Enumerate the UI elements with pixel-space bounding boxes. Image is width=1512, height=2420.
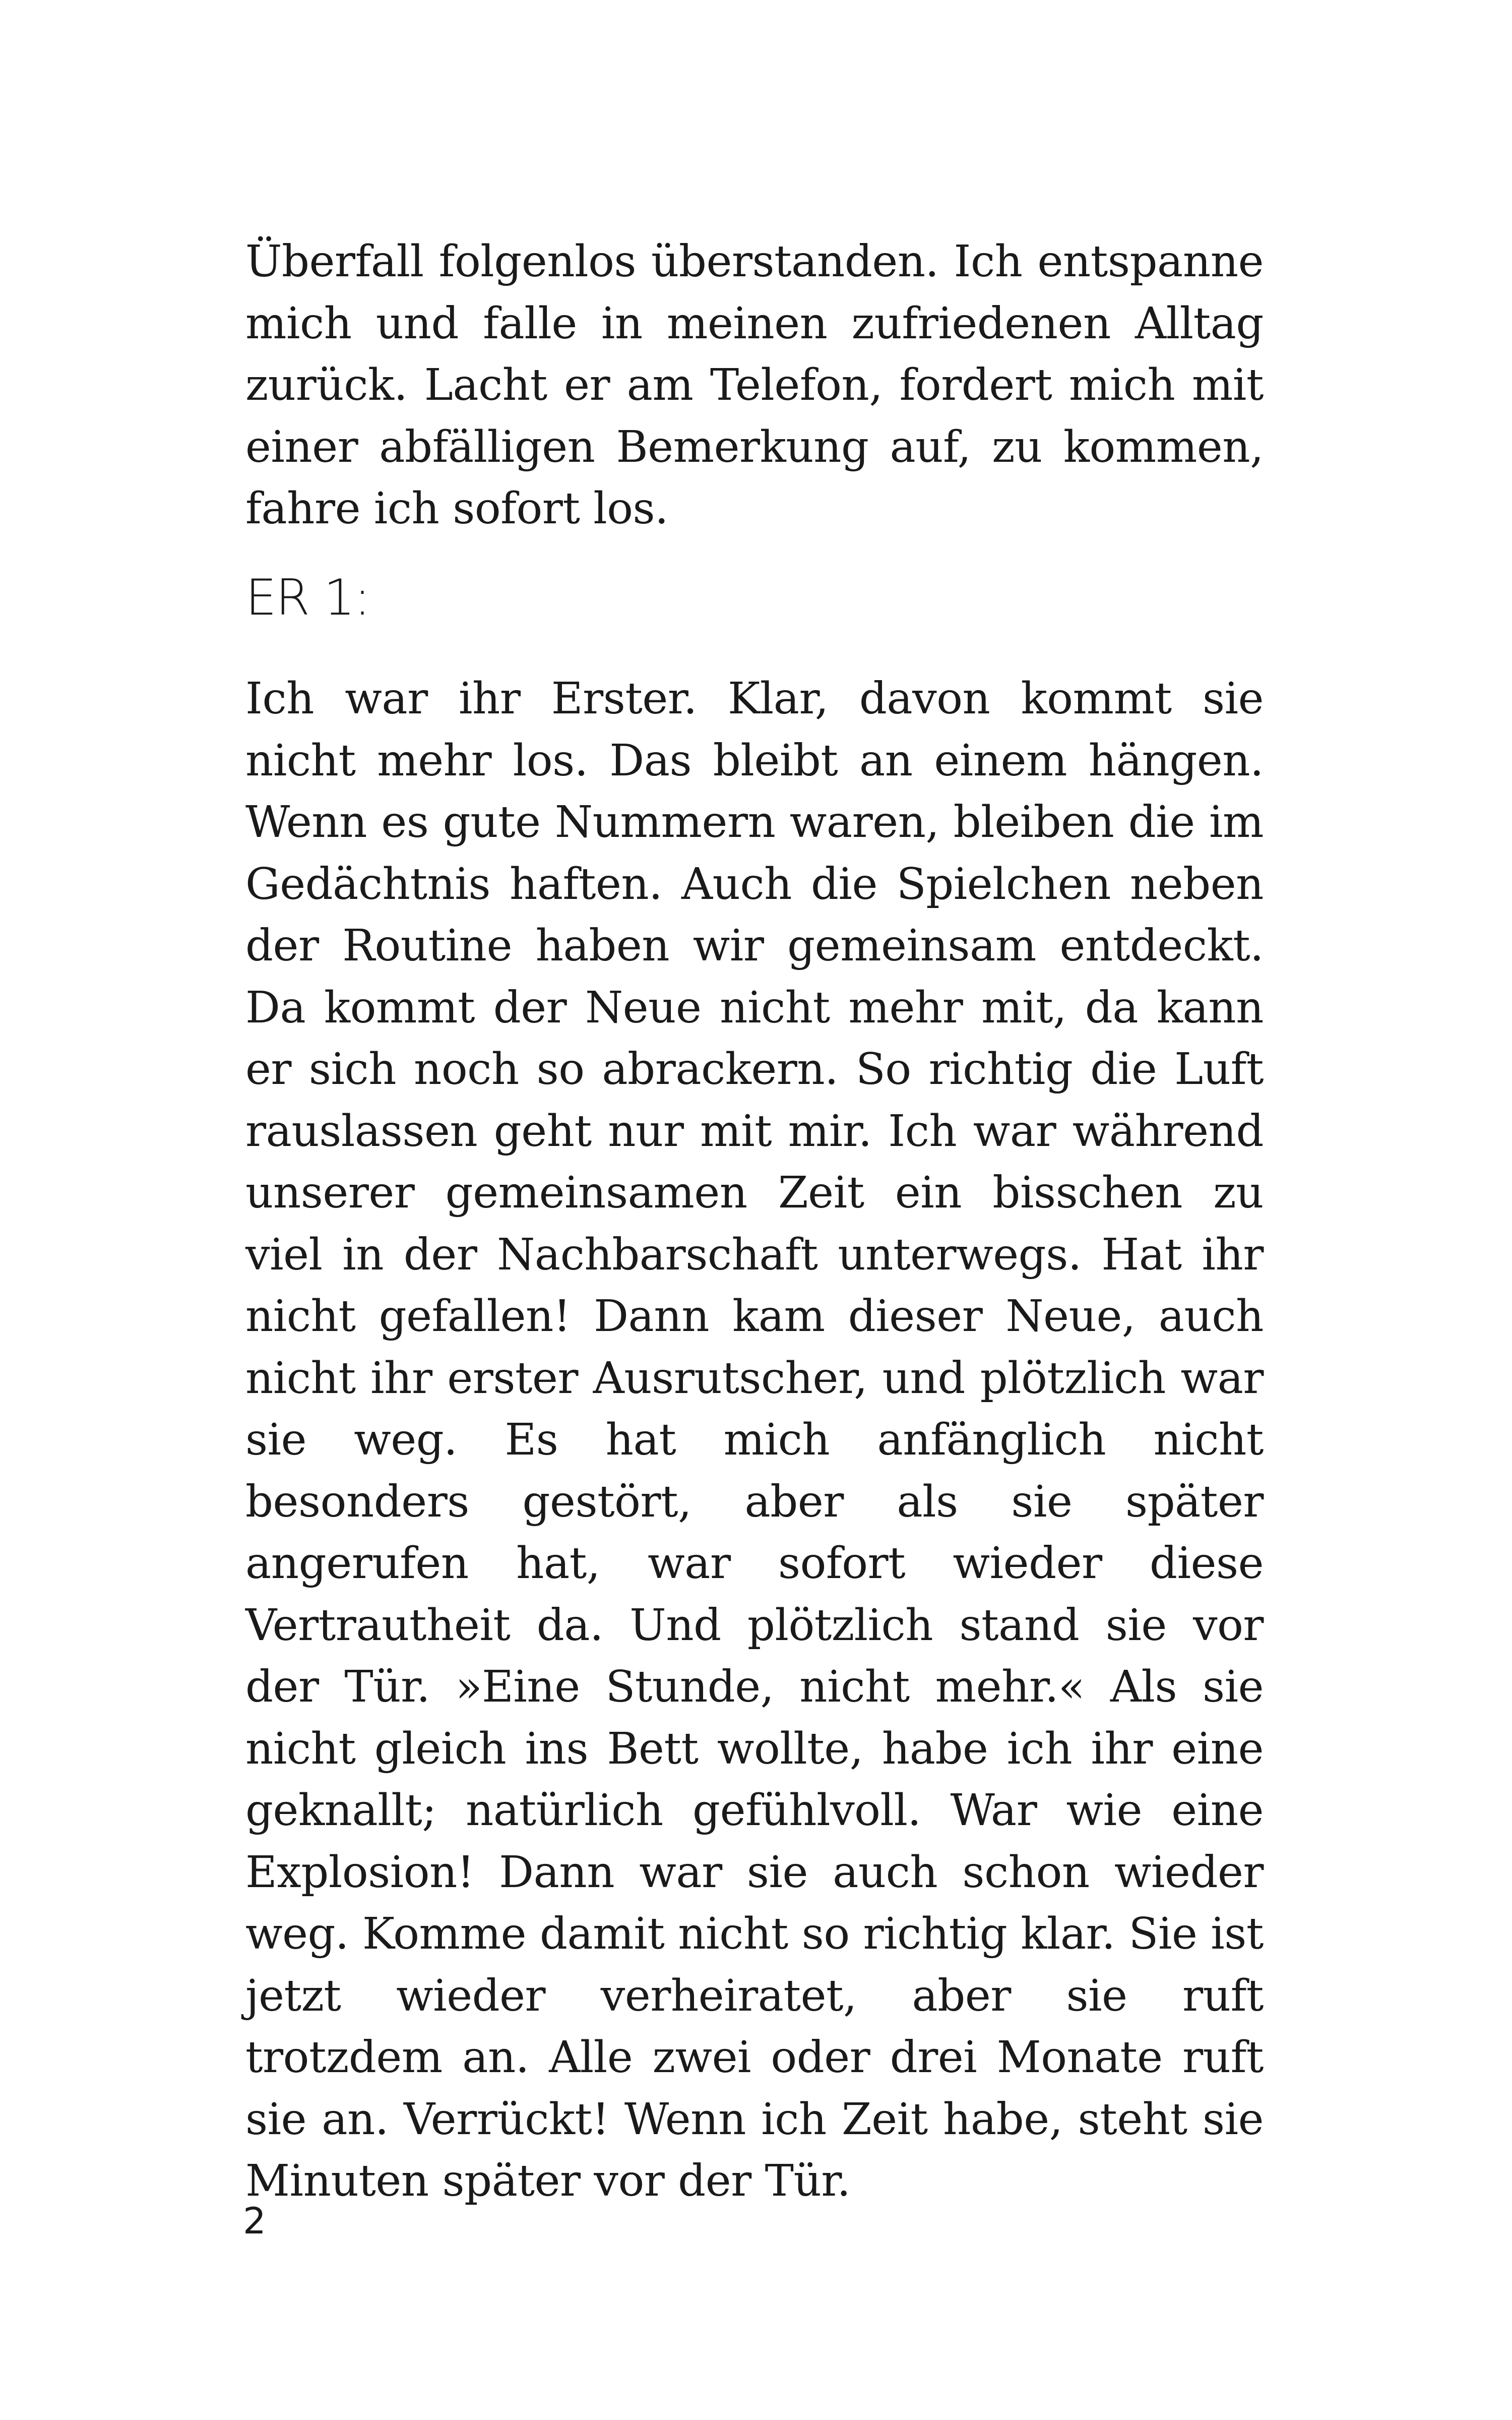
intro-paragraph: Überfall folgenlos überstanden. Ich entspanne mich und falle in meinen zufriedenen Alltag zurück. Lacht er am Telefon, fordert mich mit einer abfälligen Bemerkung auf, zu kommen, fahre ich sofort los.	[245, 236, 1264, 534]
section-paragraph: Ich war ihr Erster. Klar, davon kommt sie nicht mehr los. Das bleibt an einem hängen. Wenn es gute Nummern waren, bleiben die im Gedächtnis haften. Auch die Spielchen neben der Routine haben wir gemeinsam entdeckt. Da kommt der Neue nicht mehr mit, da kann er sich noch so abrackern. So richtig die Luft rauslassen geht nur mit mir. Ich war während unserer gemeinsamen Zeit ein bisschen zu viel in der Nachbarschaft unterwegs. Hat ihr nicht gefallen! Dann kam dieser Neue, auch nicht ihr erster Ausrutscher, und plötzlich war sie weg. Es hat mich anfänglich nicht besonders gestört, aber als sie später angerufen hat, war sofort wieder diese Vertrautheit da. Und plötzlich stand sie vor der Tür. »Eine Stunde, nicht mehr.« Als sie nicht gleich ins Bett wollte, habe ich ihr eine geknallt; natürlich gefühlvoll. War wie eine Explosion! Dann war sie auch schon wieder weg. Komme damit nicht so richtig klar. Sie ist jetzt wieder verheiratet, aber sie ruft trotzdem an. Alle zwei oder drei Monate ruft sie an. Verrückt! Wenn ich Zeit habe, steht sie Minuten später vor der Tür.	[245, 674, 1264, 2206]
page-number: 2	[243, 2200, 266, 2242]
section-heading: ER 1:	[245, 569, 370, 627]
